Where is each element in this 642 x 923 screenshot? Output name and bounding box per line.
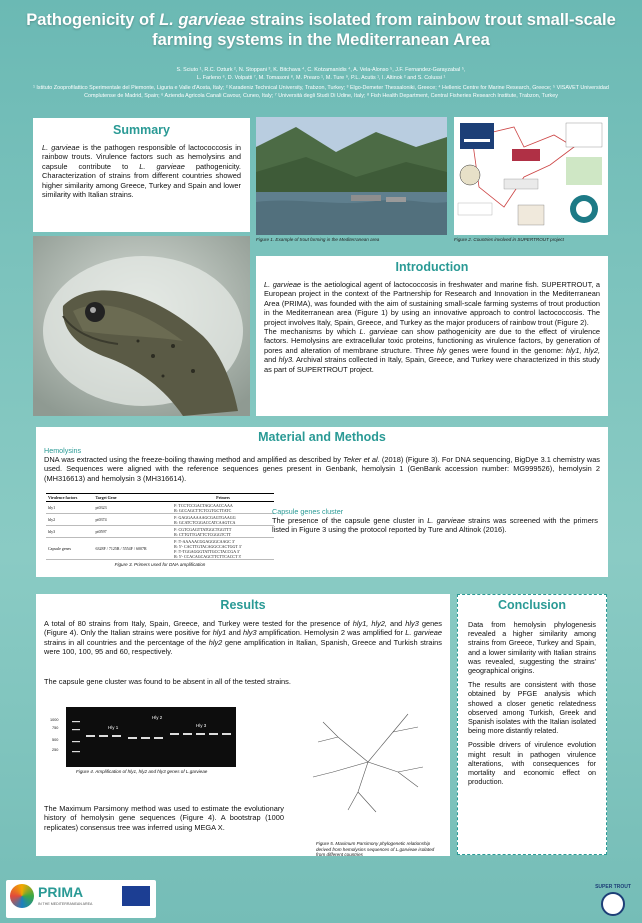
figure-4-caption: Figure 4. Amplification of hly1, hly2 and hly3 genes of L.garvieae — [76, 769, 208, 774]
capsule-block — [272, 507, 598, 535]
conclusion-text-1: Data from hemolysin phylogenesis revealed a higher similarity among strains from Greece, Turkey and Spain, and a lower similarity with Italian strains was revealed, suggesting the strains' geographical origins. — [468, 620, 596, 676]
conclusion-heading: Conclusion — [497, 598, 567, 612]
gel-label-hly2: Hly 2 — [152, 715, 163, 720]
summary-text: L. garvieae is the pathogen responsible of lactococcosis in rainbow trouts. Virulence factors such as hemolysins and capsule contribute to L. garvieae pathogenicity. Characterization of strains from different countries showed higher similarity among Greece, Turkey and Spain and lower similarity with Italian strains. — [42, 143, 241, 200]
table-row: hly3 pt0597 F: CGTCGAGTTATGGCTGGTTT R: CTTGTTGATTCTCGGGTCTT — [46, 526, 274, 538]
figure-1-caption: Figure 1. Example of trout farming in the Mediterranean area — [256, 237, 380, 242]
table-header: Target Gene — [94, 494, 173, 502]
results-text-2: The capsule gene cluster was found to be absent in all of the tested strains. — [44, 676, 291, 686]
introduction-text: L. garvieae is the aetiological agent of lactococcosis in freshwater and marine fish. SUPERTROUT, a European project in the context of the Partnership for Research and Innovation in the Mediterranean Area (PRIMA), was founded with the aim of sustaining small-scale farming systems of trout production in the Mediterranean area (Figure 1) by using an innovative approach to control lactococcosis. The project involves Italy, Spain, Greece, and Turkey as the major producers of rainbow trout (Figure 2). The mechanisms by which L. garvieae can show pathogenicity are due to the effect of virulence factors. Hemolysins are extracellular toxic proteins, functioning as virulence factors, by generation of pores and alteration of membrane structure. Three hly genes were found in the genome: hly1, hly2, and hly3. Archival strains collected in Italy, Spain, Greece, and Turkey were characterized in this study as part of SUPERTROUT project. — [264, 280, 601, 374]
gel-ladder-250: 250 — [52, 748, 59, 752]
primer-table-wrap — [46, 493, 274, 567]
supertrout-logo — [590, 884, 636, 918]
hemolysins-subheading: Hemolysins — [44, 446, 82, 455]
eu-flag-icon — [122, 886, 150, 906]
results-text-3: The Maximum Parsimony method was used to estimate the evolutionary history of hemolysin gene sequences (Figure 4). A bootstrap (1000 replicates) consensus tree was inferred using MEGA X. — [44, 804, 284, 832]
poster-title: Pathogenicity of L. garvieae strains isolated from rainbow trout small-scale farming systems in the Mediterranean Area — [26, 11, 616, 49]
introduction-panel — [256, 256, 608, 416]
figure-2-caption: Figure 2. Countries involved in SUPERTROUT project — [454, 237, 564, 242]
hemolysins-text: DNA was extracted using the freeze-boiling thawing method and amplified as described by Teker et al. (2018) (Figure 3). For DNA sequencing, BigDye 3.1 chemistry was used. Sequences were aligned with the reference sequences genes present in Genbank, hemolysin 1 (GenBank accession number: MG999526), hemolysin 2 (MH316613) and hemolysin 3 (MH316614). — [44, 455, 600, 483]
figure-3-caption: Figure 3. Primers used for DNA amplification — [114, 562, 206, 567]
conclusion-text-3: Possible drivers of virulence evolution might result in pathogen virulence alterations, with consequences for mortality and economic effect on production. — [468, 740, 596, 787]
methods-panel — [36, 427, 608, 577]
primer-table — [46, 493, 274, 560]
table-header: Virulence factors — [46, 494, 94, 502]
figure-5-caption: Figure 5. Maximum Parsimony phylogenetic relationship derived from hemolysins sequences of L.garvieae isolated from different countries — [316, 841, 435, 857]
supertrout-emblem-icon — [601, 892, 625, 916]
prima-logo-text: PRIMA — [38, 884, 84, 900]
capsule-text: The presence of the capsule gene cluster in L. garvieae strains was screened with the primers listed in Figure 3 using the protocol reported by Ture and Altinok (2016). — [272, 516, 598, 535]
gel-ladder-750: 750 — [52, 726, 59, 730]
results-panel — [36, 594, 450, 856]
trout-photo — [33, 236, 250, 416]
figure-4-gel — [50, 707, 236, 767]
prima-logo-icon — [10, 884, 34, 908]
results-text-1: A total of 80 strains from Italy, Spain, Greece, and Turkey were tested for the presence of hly1, hly2, and hly3 genes (Figure 4). Only the Italian strains were positive for hly1 and hly3 amplification. Hemolysin 2 was amplified for L. garvieae strains in all countries and the percentage of the hly2 gene amplification in Italian, Spanish, Greece and Turkish strains were 100, 100, 95 and 60, respectively. — [44, 619, 442, 657]
prima-logo-sub: IN THE MEDITERRANEAN AREA — [38, 902, 93, 906]
summary-panel — [33, 118, 250, 232]
capsule-subheading: Capsule genes cluster — [272, 507, 344, 516]
supertrout-text: SUPER TROUT — [595, 884, 631, 890]
table-row: hly1 pt0323 F: TCCTCCGACTAGCAACCAAA R: GCCAGCTTCTCGTGCTTATC — [46, 502, 274, 514]
results-heading: Results — [220, 598, 266, 612]
methods-heading: Material and Methods — [258, 430, 386, 444]
conclusion-text-2: The results are consistent with those obtained by PFGE analysis which showed a closer genetic relatedness observed among Turkish, Greek and Spanish isolates with the Italian isolated being more distantly related. — [468, 680, 596, 736]
conclusion-panel — [457, 594, 607, 855]
figure-5-tree — [298, 702, 438, 822]
table-row: Capsule genes 6328F / 7125R / 5554F / 6007R F: 5'-AAAAACGGAGGGCAAGC 3' R: 5'- CACTTGTACAGGCCACTGGT 3' F: 5'-TGGAGGGTATTGCCTACCGA 3' R: 5'- CCACAGCAGCTTCTTCACCT 3' — [46, 538, 274, 560]
footer-logos — [6, 880, 156, 918]
table-row: hly2 pt0374 F: GAGGAAAAAGCGAGTGAAGG R: GCATCTCGGACCATCAAGTCA — [46, 514, 274, 526]
gel-label-hly1: Hly 1 — [108, 725, 119, 730]
figure-1-landscape — [256, 117, 447, 235]
figure-2-partners — [454, 117, 608, 235]
summary-heading: Summary — [113, 123, 170, 137]
affiliations: ¹ Istituto Zooprofilattico Sperimentale del Piemonte, Liguria e Valle d'Aosta, Italy; ² Karadeniz Technical University, Trabzon, Turkey; ³ Elgo-Demeter Thessaloniki, Greece; ⁴ Hellenic Centre for Marine Research, Greece; ⁵ VISAVET Universidad Complutense de Madrid, Spain; ⁶ Azienda Agricola Canali Cavour, Cuneo, Italy; ⁷ Università degli Studi Di Udine, Italy; ⁸ Fish Health Department, Central Fisheries Research Institute, Trabzon, Turkey — [33, 85, 609, 100]
author-list: S. Sciuto ¹, R.C. Ozturk ², N. Stoppani ³, K. Bitchava ⁴, C. Kotzamanidis ⁴, A. Vela-Alonso ⁵, J.F. Fernandez-Garayzabal ⁵, L. Farleno ⁶, D. Volpatti ⁷, M. Tomasoni ⁸, M. Prearo ¹, M. Ture ⁹, P.L. Acutis ¹, I. Altinok ² and S. Colussi ¹ — [176, 67, 466, 81]
gel-ladder-500: 500 — [52, 738, 59, 742]
introduction-heading: Introduction — [395, 260, 469, 274]
gel-label-hly3: Hly 3 — [196, 723, 207, 728]
table-header: Primers — [172, 494, 274, 502]
gel-ladder-1000: 1000 — [50, 718, 59, 722]
